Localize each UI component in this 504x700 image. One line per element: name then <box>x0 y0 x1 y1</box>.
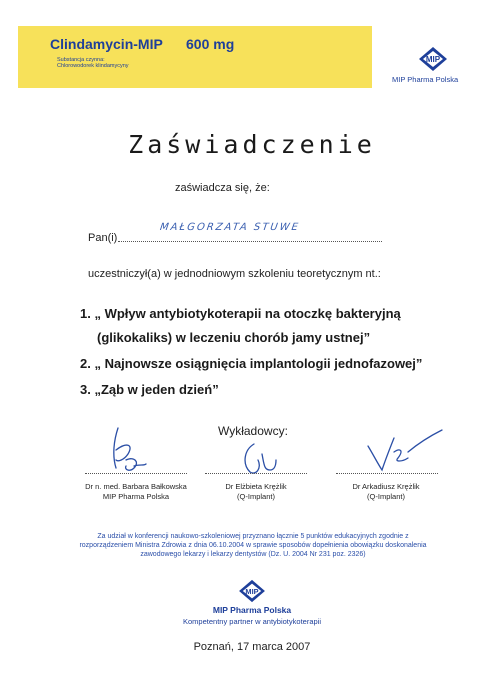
place-date: Poznań, 17 marca 2007 <box>193 641 311 653</box>
education-points-notice: Za udział w konferencji naukowo-szkoleniowej przyznano łącznie 5 punktów edukacyjnych zgodnie z rozporządzeniem Ministra Zdrowia z dnia 06.10.2004 w sprawie sposobów dopełnienia obowiązku doskonalenia zawodowego lekarzy i lekarzy dentystów (Dz. U. 2004 Nr 231 poz. 2326) <box>79 533 427 558</box>
company-name-top: MIP Pharma Polska <box>392 75 459 84</box>
confirm-text: zaświadcza się, że: <box>175 182 270 194</box>
company-name-footer: MIP Pharma Polska <box>212 605 292 615</box>
topic-1-line-1: 1. „ Wpływ antybiotykoterapii na otoczkę bakteryjną <box>80 306 401 321</box>
signature-3 <box>364 428 444 474</box>
recipient-name: MAŁGORZATA STUWE <box>159 222 301 233</box>
mip-logo-icon <box>238 579 266 603</box>
signature-line-1 <box>85 473 187 474</box>
topic-2: 2. „ Najnowsze osiągnięcia implantologii jednofazowej” <box>80 356 423 371</box>
topic-1-line-2: (glikokaliks) w leczeniu chorób jamy ustnej” <box>97 330 371 345</box>
svg-text:MIP: MIP <box>425 55 441 64</box>
lecturers-label: Wykładowcy: <box>218 424 288 438</box>
signature-1 <box>104 420 154 475</box>
active-substance: Substancja czynna: Chlorowodorek klindamycyny <box>57 57 129 69</box>
participation-text: uczestniczył(a) w jednodniowym szkoleniu teoretycznym nt.: <box>88 268 381 280</box>
topic-3: 3. „Ząb w jeden dzień” <box>80 382 219 397</box>
product-dose: 600 mg <box>186 36 235 52</box>
recipient-dotted-line <box>118 241 382 242</box>
svg-text:MIP: MIP <box>245 586 259 596</box>
product-name: Clindamycin-MIP <box>50 36 163 52</box>
page-title: Zaświadczenie <box>128 130 376 159</box>
lecturer-1: Dr n. med. Barbara Bałkowska MIP Pharma Polska <box>85 482 187 501</box>
lecturer-2: Dr Elżbieta Krężlik (Q-Implant) <box>225 482 287 501</box>
company-slogan: Kompetentny partner w antybiotykoterapii <box>183 617 321 626</box>
mip-logo-icon <box>418 46 448 72</box>
lecturer-3: Dr Arkadiusz Krężlik (Q-Implant) <box>352 482 420 501</box>
recipient-label: Pan(i) <box>88 232 118 244</box>
signature-2 <box>236 440 282 480</box>
signature-line-2 <box>205 473 307 474</box>
signature-line-3 <box>336 473 438 474</box>
